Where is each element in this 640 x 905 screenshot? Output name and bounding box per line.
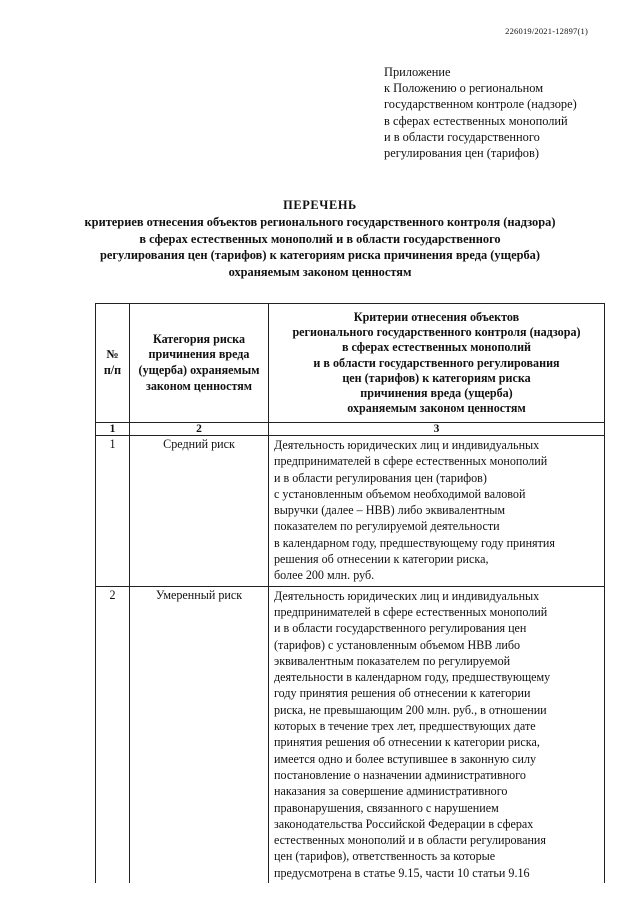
table-row bbox=[96, 586, 605, 883]
heading-line: критериев отнесения объектов регионального государственного контроля (надзора) bbox=[84, 215, 556, 230]
risk-category: Средний риск bbox=[130, 436, 269, 587]
header-number: № п/п bbox=[96, 304, 130, 423]
criteria-text: Деятельность юридических лиц и индивидуальных предпринимателей в сфере естественных монополий и в области государственного регулирования цен (тарифов) с установленным объемом НВВ либо эквивалентным показателем по регулируемой деятельности в календарном году, предшествующему году принятия решения об отнесении к категории риска, не превышающим 200 млн. руб., в отношении которых в течение трех лет, предшествующих дате принятия решения об отнесении к категории риска, имеется одно и более вступившее в законную силу постановление о назначении административного наказания за совершение административного правонарушения, связанного с нарушением законодательства Российской Федерации в сферах естественных монополий и в области регулирования цен (тарифов), ответственность за которые предусмотрена в статье 9.15, части 10 статьи 9.16 bbox=[269, 586, 605, 883]
appendix-line: к Положению о региональном bbox=[384, 81, 544, 96]
column-number: 1 bbox=[96, 423, 130, 436]
heading-line: в сферах естественных монополий и в области государственного bbox=[139, 231, 501, 246]
appendix-line: и в области государственного bbox=[384, 129, 540, 144]
row-number: 2 bbox=[96, 586, 130, 883]
header-criteria: Критерии отнесения объектов регионального государственного контроля (надзора) в сферах естественных монополий и в области государственного регулирования цен (тарифов) к категориям риска причинения вреда (ущерба) охраняемым законом ценностям bbox=[269, 304, 605, 423]
heading-line: регулирования цен (тарифов) к категориям риска причинения вреда (ущерба) bbox=[100, 248, 540, 263]
column-numbers-row bbox=[96, 423, 605, 436]
header-category: Категория риска причинения вреда (ущерба) охраняемым законом ценностям bbox=[130, 304, 269, 423]
appendix-line: в сферах естественных монополий bbox=[384, 113, 568, 128]
appendix-line: Приложение bbox=[384, 65, 451, 79]
document-id: 226019/2021-12897(1) bbox=[505, 26, 588, 36]
column-number: 2 bbox=[130, 423, 269, 436]
table-row bbox=[96, 436, 605, 587]
criteria-table bbox=[95, 303, 605, 883]
table-header-row bbox=[96, 304, 605, 423]
appendix-line: государственном контроле (надзоре) bbox=[384, 97, 577, 112]
risk-category: Умеренный риск bbox=[130, 586, 269, 883]
appendix-note bbox=[384, 64, 577, 161]
appendix-line: регулирования цен (тарифов) bbox=[384, 146, 539, 161]
column-number: 3 bbox=[269, 423, 605, 436]
heading-title: ПЕРЕЧЕНЬ bbox=[283, 198, 357, 212]
heading-line: охраняемым законом ценностям bbox=[228, 264, 412, 279]
criteria-text: Деятельность юридических лиц и индивидуальных предпринимателей в сфере естественных монополий и в области регулирования цен (тарифов) с установленным объемом необходимой валовой выручки (далее – НВВ) либо эквивалентным показателем по регулируемой деятельности в календарном году, предшествующему году принятия решения об отнесении к категории риска, более 200 млн. руб. bbox=[269, 436, 605, 587]
document-heading bbox=[80, 197, 560, 280]
row-number: 1 bbox=[96, 436, 130, 587]
